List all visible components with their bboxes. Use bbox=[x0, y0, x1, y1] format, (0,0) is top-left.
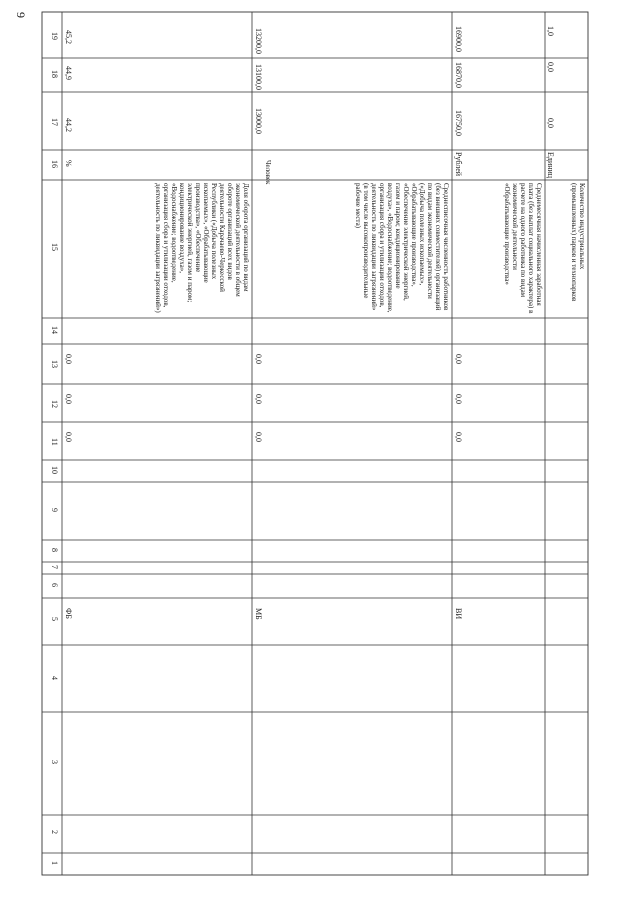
row4-indicator: Количество индустриальных (промышленных) парков и технопарков bbox=[570, 183, 586, 302]
row2-code: МБ bbox=[254, 608, 263, 620]
col-number-14: 14 bbox=[50, 326, 59, 334]
row4-unit: Единиц bbox=[546, 152, 555, 179]
row2-c19: 13200,0 bbox=[254, 28, 263, 54]
row3-c17: 16750,0 bbox=[454, 110, 463, 136]
row1-c17: 44,2 bbox=[64, 118, 73, 132]
col-number-1: 1 bbox=[50, 861, 59, 865]
row2-c17: 13000,0 bbox=[254, 108, 263, 134]
col-number-10: 10 bbox=[50, 466, 59, 474]
col-number-5: 5 bbox=[50, 617, 59, 621]
row1-c13: 0,0 bbox=[64, 354, 73, 364]
row3-c12: 0,0 bbox=[454, 394, 463, 404]
row3-c13: 0,0 bbox=[454, 354, 463, 364]
col-number-18: 18 bbox=[50, 70, 59, 78]
col-number-13: 13 bbox=[50, 360, 59, 368]
row3-indicator: Среднемесячная начисленная заработная плата (без выплат социального характера) в расчете на одного работника по видам экономической деятельности «Обрабатывающие производства» bbox=[503, 183, 543, 314]
page-number: 9 bbox=[14, 12, 28, 18]
col-number-9: 9 bbox=[50, 508, 59, 512]
col-number-8: 8 bbox=[50, 548, 59, 552]
row4-c17: 0,0 bbox=[546, 118, 555, 128]
row1-code: ФБ bbox=[64, 608, 73, 619]
col-number-15: 15 bbox=[50, 243, 59, 251]
row1-c12: 0,0 bbox=[64, 394, 73, 404]
col-number-12: 12 bbox=[50, 400, 59, 408]
row4-c18: 0,0 bbox=[546, 62, 555, 72]
row3-c19: 16900,0 bbox=[454, 26, 463, 52]
col-number-4: 4 bbox=[50, 676, 59, 680]
col-number-6: 6 bbox=[50, 583, 59, 587]
row2-c12: 0,0 bbox=[254, 394, 263, 404]
row1-indicator: Доля оборота организаций по видам экономической деятельности в общем обороте организаций всех видов деятельности Карачаево-Черкесской Республики («Добыча полезных ископаемых», «Обрабатывающие производства», «Обеспечение электрической энергией, газом и паром; кондиционирование воздуха», «Водоснабжение; водоотведение, организация сбора и утилизации отходов, деятельность по ликвидации загрязнений») bbox=[154, 183, 250, 313]
row3-c11: 0,0 bbox=[454, 432, 463, 442]
row3-code: ВИ bbox=[454, 608, 463, 620]
col-number-3: 3 bbox=[50, 760, 59, 764]
col-number-11: 11 bbox=[50, 438, 59, 446]
row1-c11: 0,0 bbox=[64, 432, 73, 442]
row4-c19: 1,0 bbox=[546, 26, 555, 36]
row1-c18: 44,9 bbox=[64, 66, 73, 80]
row2-c13: 0,0 bbox=[254, 354, 263, 364]
row3-unit: Рублей bbox=[454, 152, 463, 177]
row2-c18: 13100,0 bbox=[254, 64, 263, 90]
row2-unit: Человек bbox=[264, 160, 272, 185]
row2-c11: 0,0 bbox=[254, 432, 263, 442]
row3-c18: 16870,0 bbox=[454, 62, 463, 88]
row1-c19: 45,2 bbox=[64, 30, 73, 44]
col-number-17: 17 bbox=[50, 118, 59, 126]
col-number-16: 16 bbox=[50, 160, 59, 168]
row1-unit: % bbox=[64, 160, 73, 167]
row2-indicator: Среднесписочная численность работников (без внешних совместителей) организаций по видам экономической деятельности («Добыча полезных ископаемых», «Обрабатывающие производства», «Обеспечение электрической энергией, газом и паром; кондиционирование воздуха», «Водоснабжение; водоотведение, организация сбора и утилизации отходов, деятельность по ликвидации загрязнений» (в том числе высокопроизводительные рабочие места) bbox=[354, 183, 450, 313]
col-number-2: 2 bbox=[50, 830, 59, 834]
col-number-19: 19 bbox=[50, 32, 59, 40]
col-number-7: 7 bbox=[50, 565, 59, 569]
